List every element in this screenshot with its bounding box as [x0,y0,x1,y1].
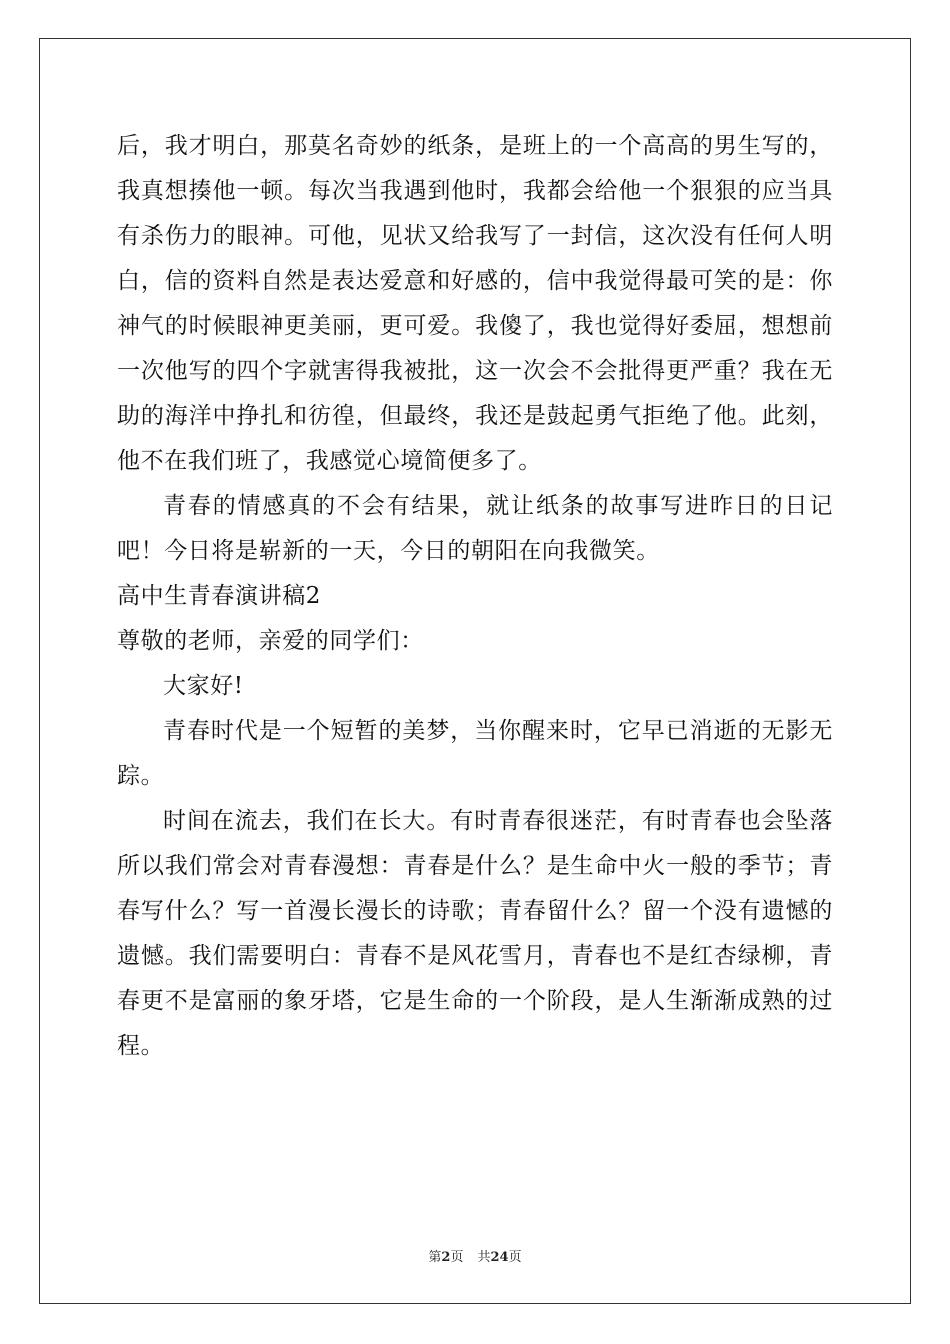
text-line: 他不在我们班了，我感觉心境简便多了。 [117,448,542,474]
text-line: 所以我们常会对青春漫想：青春是什么？是生命中火一般的季节；青 [117,853,833,879]
greeting: 大家好! [163,673,244,699]
text-line: 我真想揍他一顿。每次当我遇到他时，我都会给他一个狠狠的应当具 [117,178,833,204]
document-body [117,124,833,1069]
salutation: 尊敬的老师，亲爱的同学们： [117,628,424,654]
text-line: 有杀伤力的眼神。可他，见状又给我写了一封信，这次没有任何人明 [117,223,833,249]
text-line: 助的海洋中挣扎和彷徨，但最终，我还是鼓起勇气拒绝了他。此刻， [117,403,833,429]
paragraph-first-line: 青春时代是一个短暂的美梦，当你醒来时，它早已消逝的无影无 [163,718,833,744]
paragraph-first-line: 青春的情感真的不会有结果，就让纸条的故事写进昨日的日记 [163,493,833,519]
text-line: 一次他写的四个字就害得我被批，这一次会不会批得更严重？我在无 [117,358,833,384]
page-prefix: 第 [428,1250,442,1265]
total-pages: 24 [490,1250,509,1265]
section-heading: 高中生青春演讲稿2 [117,583,322,609]
text-line: 白，信的资料自然是表达爱意和好感的，信中我觉得最可笑的是：你 [117,268,833,294]
text-line: 神气的时候眼神更美丽，更可爱。我傻了，我也觉得好委屈，想想前 [117,313,833,339]
text-line: 遗憾。我们需要明白：青春不是风花雪月，青春也不是红杏绿柳，青 [117,943,833,969]
text-line: 春写什么？写一首漫长漫长的诗歌；青春留什么？留一个没有遗憾的 [117,898,833,924]
paragraph-first-line: 时间在流去，我们在长大。有时青春很迷茫，有时青春也会坠落 [163,808,833,834]
text-line: 吧！今日将是崭新的一天，今日的朝阳在向我微笑。 [117,538,660,564]
text-line: 春更不是富丽的象牙塔，它是生命的一个阶段，是人生渐渐成熟的过 [117,988,833,1014]
text-line: 程。 [117,1033,165,1059]
page-footer [0,1246,950,1265]
page-number: 2 [441,1250,451,1265]
text-line: 后，我才明白，那莫名奇妙的纸条，是班上的一个高高的男生写的， [117,133,833,159]
total-unit: 页 [508,1250,522,1265]
text-line: 踪。 [117,763,165,789]
page-unit: 页 [450,1250,464,1265]
total-prefix: 共 [477,1250,491,1265]
